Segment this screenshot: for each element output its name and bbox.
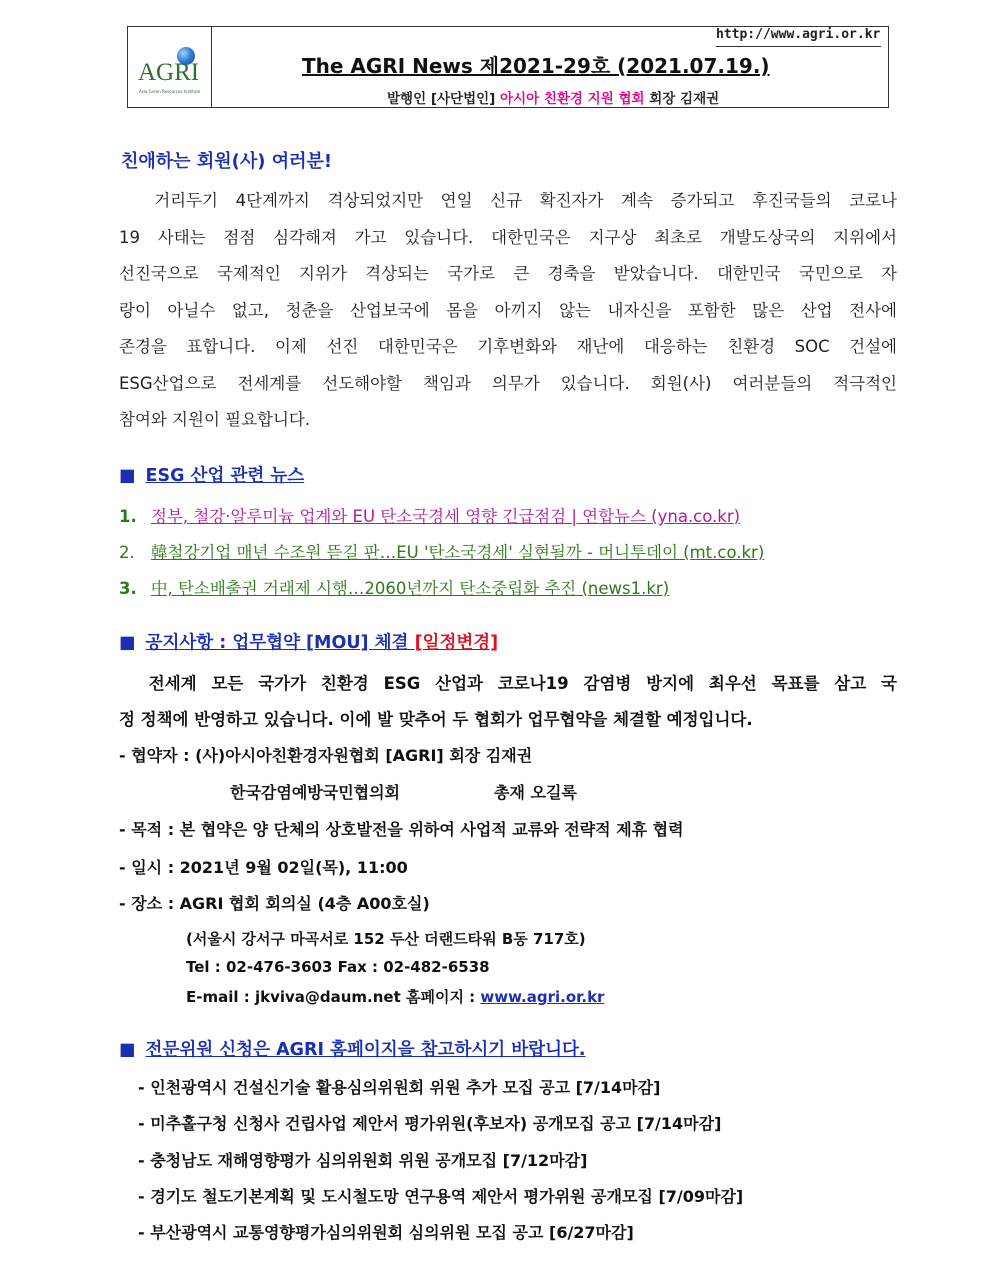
section-notice-label: 공지사항 : 업무협약 [MOU] 체결 [145, 633, 415, 653]
square-bullet-icon: ■ [119, 633, 136, 653]
notice-line: 정 정책에 반영하고 있습니다. 이에 발 맞추어 두 협회가 업무협약을 체결할 예정입니다. [119, 710, 753, 729]
publisher-org: 아시아 친환경 지원 협회 [500, 91, 645, 107]
apply-item: - 인천광역시 건설신기술 활용심의위원회 위원 추가 모집 공고 [7/14마감] [138, 1078, 661, 1097]
intro-paragraph [119, 183, 897, 439]
square-bullet-icon: ■ [119, 1040, 136, 1060]
publisher-suffix: 회장 김재권 [644, 91, 720, 107]
logo [128, 27, 212, 107]
intro-line: 존경을 표합니다. 이제 선진 대한민국은 기후변화와 재난에 대응하는 친환경 SOC 건설에 [119, 337, 897, 356]
intro-line: 선진국으로 국제적인 지위가 격상되는 국가로 큰 경축을 받았습니다. 대한민국 국민으로 자 [119, 264, 897, 283]
news-number: 3. [119, 579, 137, 598]
news-link[interactable]: 中, 탄소배출권 거래제 시행…2060년까지 탄소중립화 추진 (news1.kr) [151, 579, 670, 598]
apply-item: - 부산광역시 교통영향평가심의위원회 심의위원 모집 공고 [6/27마감] [138, 1223, 634, 1242]
purpose-line: - 목적 : 본 협약은 양 단체의 상호발전을 위하여 사업적 교류와 전략적 제휴 협력 [119, 820, 684, 839]
party2-org: 한국감염예방국민협의회 [230, 783, 401, 802]
news-item [119, 575, 669, 599]
place-line: - 장소 : AGRI 협회 회의실 (4층 A00호실) [119, 894, 430, 913]
party2-role: 총재 오길록 [494, 783, 577, 802]
intro-line: 참여와 지원이 필요합니다. [119, 410, 311, 429]
notice-paragraph [119, 666, 897, 738]
logo-subtitle: Asia Green Resources Institute [139, 89, 201, 94]
site-url[interactable]: http://www.agri.or.kr [716, 27, 881, 42]
section-notice-title [119, 629, 498, 654]
email-text: E-mail : jkviva@daum.net 홈페이지 : [186, 988, 481, 1006]
section-news-label: ESG 산업 관련 뉴스 [145, 466, 305, 486]
greeting: 친애하는 회원(사) 여러분! [121, 151, 333, 172]
news-link[interactable]: 정부, 철강·알루미늄 업계와 EU 탄소국경세 영향 긴급점검 | 연합뉴스 (yna.co.kr) [151, 507, 741, 526]
newsletter-title: The AGRI News 제2021-29호 (2021.07.19.) [302, 54, 770, 78]
tel-line: Tel : 02-476-3603 Fax : 02-482-6538 [186, 958, 490, 976]
apply-item: - 경기도 철도기본계획 및 도시철도망 연구용역 제안서 평가위원 공개모집 [7/09마감] [138, 1187, 744, 1206]
intro-line: ESG산업으로 전세계를 선도해야할 책임과 의무가 있습니다. 회원(사) 여러분들의 적극적인 [119, 373, 897, 393]
party-line: - 협약자 : (사)아시아친환경자원협회 [AGRI] 회장 김재권 [119, 746, 533, 765]
section-apply-title [119, 1036, 586, 1061]
address-line: (서울시 강서구 마곡서로 152 두산 더랜드타워 B동 717호) [186, 930, 586, 948]
email-line [186, 986, 604, 1007]
intro-line: 19 사태는 점점 심각해져 가고 있습니다. 대한민국은 지구상 최초로 개발도상국의 지위에서 [119, 227, 897, 247]
notice-line: 전세계 모든 국가가 친환경 ESG 산업과 코로나19 감염병 방지에 최우선 목표를 삼고 국 [119, 674, 897, 693]
intro-line: 랑이 아닐수 없고, 청춘을 산업보국에 몸을 아끼지 않는 내자신을 포함한 많은 산업 전사에 [119, 300, 897, 320]
apply-item: - 미추홀구청 신청사 건립사업 제안서 평가위원(후보자) 공개모집 공고 [7/14마감] [138, 1114, 722, 1133]
news-item [119, 539, 764, 563]
logo-text: AGRI [138, 59, 200, 86]
section-apply-label: 전문위원 신청은 AGRI 홈페이지을 참고하시기 바랍니다. [145, 1040, 586, 1060]
news-link[interactable]: 韓철강기업 매년 수조원 뜯길 판…EU '탄소국경세' 실현될까 - 머니투데이 (mt.co.kr) [151, 543, 765, 562]
news-number: 1. [119, 507, 137, 526]
homepage-link[interactable]: www.agri.or.kr [480, 988, 605, 1006]
publisher-line [387, 87, 719, 107]
news-item [119, 503, 740, 527]
square-bullet-icon: ■ [119, 466, 136, 486]
intro-line: 거리두기 4단계까지 격상되었지만 연일 신규 확진자가 계속 증가되고 후진국들의 코로나 [119, 191, 897, 210]
apply-item: - 충청남도 재해영향평가 심의위원회 위원 공개모집 [7/12마감] [138, 1151, 588, 1170]
schedule-change-badge: [일정변경] [414, 633, 499, 653]
publisher-prefix: 발행인 [사단법인] [387, 91, 501, 107]
news-number: 2. [119, 543, 135, 562]
date-line: - 일시 : 2021년 9월 02일(목), 11:00 [119, 858, 408, 877]
section-news-title [119, 462, 304, 487]
